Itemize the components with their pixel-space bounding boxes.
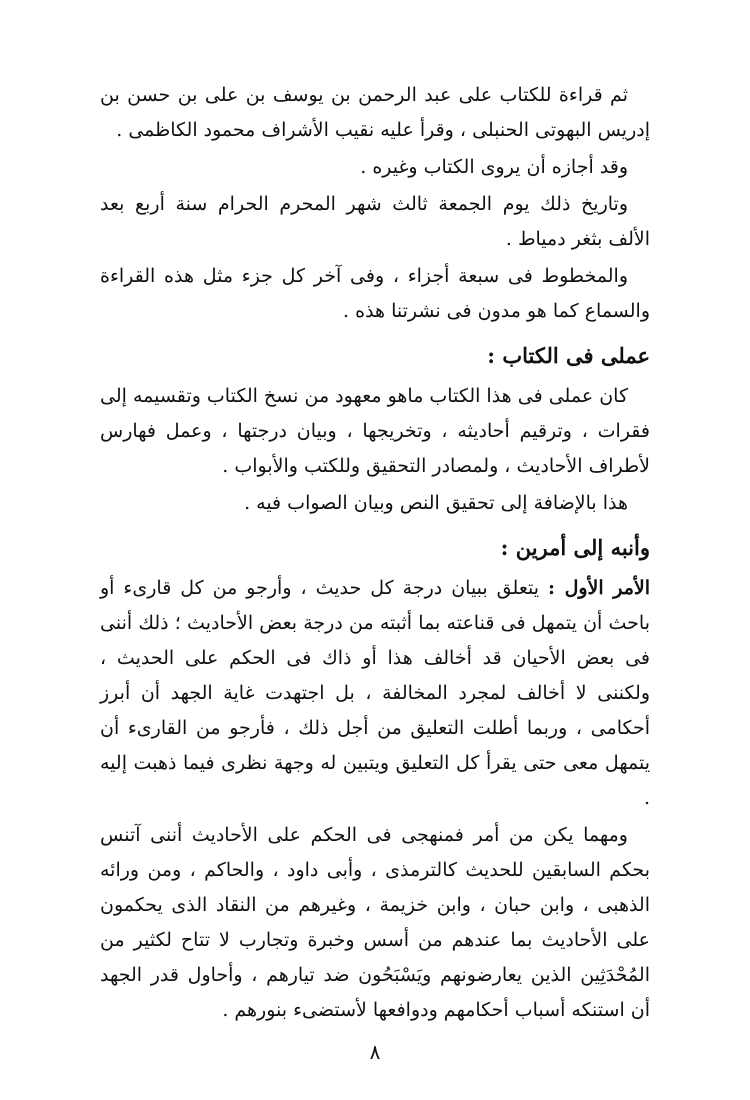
paragraph-work-description: كان عملى فى هذا الكتاب ماهو معهود من نسخ الكتاب وتقسيمه إلى فقرات ، وترقيم أحاديثه ، وتخريجها ، وبيان درجتها ، وعمل فهارس لأطراف الأحاديث ، ولمصادر التحقيق وللكتب والأبواب .: [100, 385, 650, 477]
paragraph-work-addition: هذا بالإضافة إلى تحقيق النص وبيان الصواب فيه .: [244, 492, 628, 514]
paragraph-date: وتاريخ ذلك يوم الجمعة ثالث شهر المحرم الحرام سنة أربع بعد الألف بثغر دمياط .: [100, 193, 650, 250]
document-page: [100, 78, 650, 1030]
section-heading-my-work: عملى فى الكتاب :: [487, 343, 650, 368]
paragraph-method: ومهما يكن من أمر فمنهجى فى الحكم على الأحاديث أننى آتنس بحكم السابقين للحديث كالترمذى ، وأبى داود ، والحاكم ، ومن ورائه الذهبى ، وابن حبان ، وابن خزيمة ، وغيرهم من النقاد الذى يحكمون على الأحاديث بما عندهم من أسس وخبرة وتجارب لا تتاح لكثير من المُحْدَثِين الذين يعارضونهم ويَسْبَحُون ضد تيارهم ، وأحاول قدر الجهد أن استنكه أسباب أحكامهم ودوافعها لأستضىء بنورهم .: [100, 824, 650, 1021]
section-heading-two-matters: وأنبه إلى أمرين :: [500, 535, 650, 560]
page-number: ٨: [369, 1040, 381, 1064]
first-matter-text: يتعلق ببيان درجة كل حديث ، وأرجو من كل قارىء أو باحث أن يتمهل فى قناعته بما أثبته من درجة بعض الأحاديث ؛ ذلك أننى فى بعض الأحيان قد أخالف هذا أو ذاك فى الحكم على الحديث ، ولكننى لا أخالف لمجرد المخالفة ، بل اجتهدت غاية الجهد أن أبرز أحكامى ، وربما أطلت التعليق من أجل ذلك ، فأرجو من القارىء أن يتمهل معى حتى يقرأ كل التعليق ويتبين له وجهة نظرى فيما ذهبت إليه .: [100, 577, 650, 809]
paragraph-permission: وقد أجازه أن يروى الكتاب وغيره .: [360, 156, 628, 178]
first-matter-lead: الأمر الأول :: [548, 577, 650, 599]
paragraph-manuscript: والمخطوط فى سبعة أجزاء ، وفى آخر كل جزء مثل هذه القراءة والسماع كما هو مدون فى نشرتنا هذه .: [100, 265, 650, 322]
paragraph-reading-chain: ثم قراءة للكتاب على عبد الرحمن بن يوسف بن على بن حسن بن إدريس البهوتى الحنبلى ، وقرأ عليه نقيب الأشراف محمود الكاظمى .: [100, 84, 650, 141]
paragraph-first-matter: [100, 571, 650, 816]
